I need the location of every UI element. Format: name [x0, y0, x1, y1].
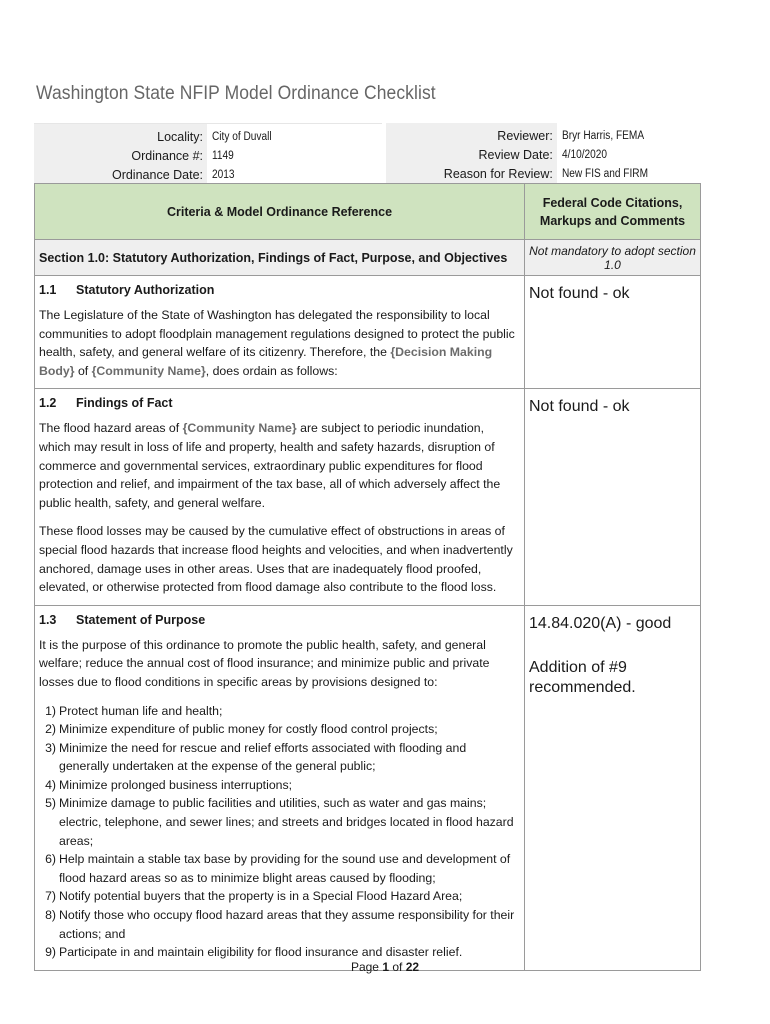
review-info-block — [34, 123, 700, 183]
purpose-list — [39, 702, 518, 962]
reason-value: New FIS and FIRM — [561, 168, 648, 180]
reviewer-value: Bryr Harris, FEMA — [561, 130, 644, 142]
section-note: Not mandatory to adopt section 1.0 — [525, 240, 701, 276]
item-title: Statement of Purpose — [76, 612, 206, 627]
review-date-value: 4/10/2020 — [561, 149, 607, 161]
page-total: 22 — [405, 960, 420, 974]
criteria-cell — [35, 605, 525, 970]
page-word: Page — [350, 960, 379, 974]
page-footer — [0, 960, 770, 974]
table-row — [35, 605, 701, 970]
locality-info — [34, 123, 382, 183]
checklist-table — [34, 183, 701, 971]
item-paragraph: The Legislature of the State of Washington has delegated the responsibility to local communities to adopt floodplain management regulations designed to protect the public health, safety, and general welfare of its citizenry. Therefore, the {Decision Making Body} of {Community Name}, does ordain as follows: — [39, 308, 515, 378]
item-heading — [39, 282, 518, 298]
list-item: 8) Notify those who occupy flood hazard areas that they assume responsibility for their actions; and — [45, 908, 515, 941]
item-paragraph: It is the purpose of this ordinance to promote the public health, safety, and general welfare; reduce the annual cost of flood insurance; and minimize public and private losses due to flood conditions in specific areas by provisions designed to: — [39, 637, 490, 689]
comment-cell — [525, 276, 701, 389]
ordinance-number-value: 1149 — [212, 150, 234, 162]
review-comment: Not found - ok — [529, 398, 630, 416]
document-title: Washington State NFIP Model Ordinance Checklist — [36, 83, 436, 104]
review-date-label: Review Date: — [478, 148, 553, 162]
list-item: 7) Notify potential buyers that the property is in a Special Flood Hazard Area; — [45, 889, 463, 904]
header-comments: Federal Code Citations, Markups and Comments — [525, 184, 701, 240]
reviewer-label: Reviewer: — [497, 129, 553, 143]
reviewer-values — [557, 123, 700, 183]
list-item: 1) Protect human life and health; — [45, 703, 223, 718]
item-paragraph: These flood losses may be caused by the cumulative effect of obstructions in areas of special flood hazards that increase flood heights and velocities, and when inadvertently anchored, damage uses in other areas. Uses that are inadequately flood proofed, elevated, or otherwise protected from flood damage also contribute to the flood loss. — [39, 524, 513, 595]
item-heading — [39, 395, 518, 411]
placeholder-decision-making-body: {Decision Making Body} — [39, 345, 493, 378]
locality-label: Locality: — [157, 130, 203, 144]
section-title: Section 1.0: Statutory Authorization, Findings of Fact, Purpose, and Objectives — [35, 240, 525, 276]
checklist-page — [34, 123, 700, 971]
placeholder-community-name: {Community Name} — [182, 421, 297, 436]
item-title: Findings of Fact — [76, 396, 173, 411]
item-number: 1.2 — [39, 396, 57, 411]
reviewer-labels — [386, 123, 557, 183]
list-item: 9) Participate in and maintain eligibility for flood insurance and disaster relief. — [45, 945, 463, 960]
locality-value: City of Duvall — [212, 131, 272, 143]
comment-cell — [525, 389, 701, 605]
reviewer-info — [386, 123, 700, 183]
item-heading — [39, 612, 518, 628]
ordinance-date-value: 2013 — [212, 169, 235, 181]
locality-labels — [34, 124, 207, 183]
list-item: 2) Minimize expenditure of public money for costly flood control projects; — [45, 722, 438, 737]
list-item: 3) Minimize the need for rescue and relief efforts associated with flooding and generally undertaken at the expense of the general public; — [45, 740, 467, 774]
item-number: 1.3 — [39, 612, 57, 627]
table-row — [35, 276, 701, 389]
item-number: 1.1 — [39, 283, 57, 297]
header-criteria: Criteria & Model Ordinance Reference — [35, 184, 525, 240]
list-item: 6) Help maintain a stable tax base by providing for the sound use and development of flood hazard areas so as to minimize blight areas caused by flooding; — [45, 852, 511, 885]
review-comment-recommendation: Addition of #9 recommended. — [529, 658, 636, 696]
of-word: of — [392, 960, 403, 974]
item-paragraph: The flood hazard areas of {Community Name} are subject to periodic inundation, which may result in loss of life and property, health and safety hazards, disruption of commerce and governmental services, extraordinary public expenditures for flood protection and relief, and impairment of the tax base, all of which adversely affect the public health, safety, and general welfare. — [39, 421, 501, 510]
review-comment: Not found - ok — [529, 285, 630, 302]
item-title: Statutory Authorization — [76, 283, 215, 297]
reason-label: Reason for Review: — [443, 167, 553, 181]
list-item: 5) Minimize damage to public facilities and utilities, such as water and gas mains; electric, telephone, and sewer lines; and streets and bridges located in flood hazard areas; — [45, 796, 514, 848]
section-row — [35, 240, 701, 276]
ordinance-date-label: Ordinance Date: — [111, 168, 203, 182]
criteria-cell — [35, 389, 525, 605]
criteria-cell — [35, 276, 525, 389]
ordinance-number-label: Ordinance #: — [131, 149, 203, 163]
table-row — [35, 389, 701, 605]
list-item: 4) Minimize prolonged business interruptions; — [45, 777, 293, 792]
comment-cell — [525, 605, 701, 970]
review-comment: 14.84.020(A) - good — [529, 614, 672, 632]
table-header-row — [35, 184, 701, 240]
locality-values — [207, 124, 382, 183]
page-number: 1 — [382, 960, 389, 974]
placeholder-community-name: {Community Name} — [91, 363, 206, 378]
